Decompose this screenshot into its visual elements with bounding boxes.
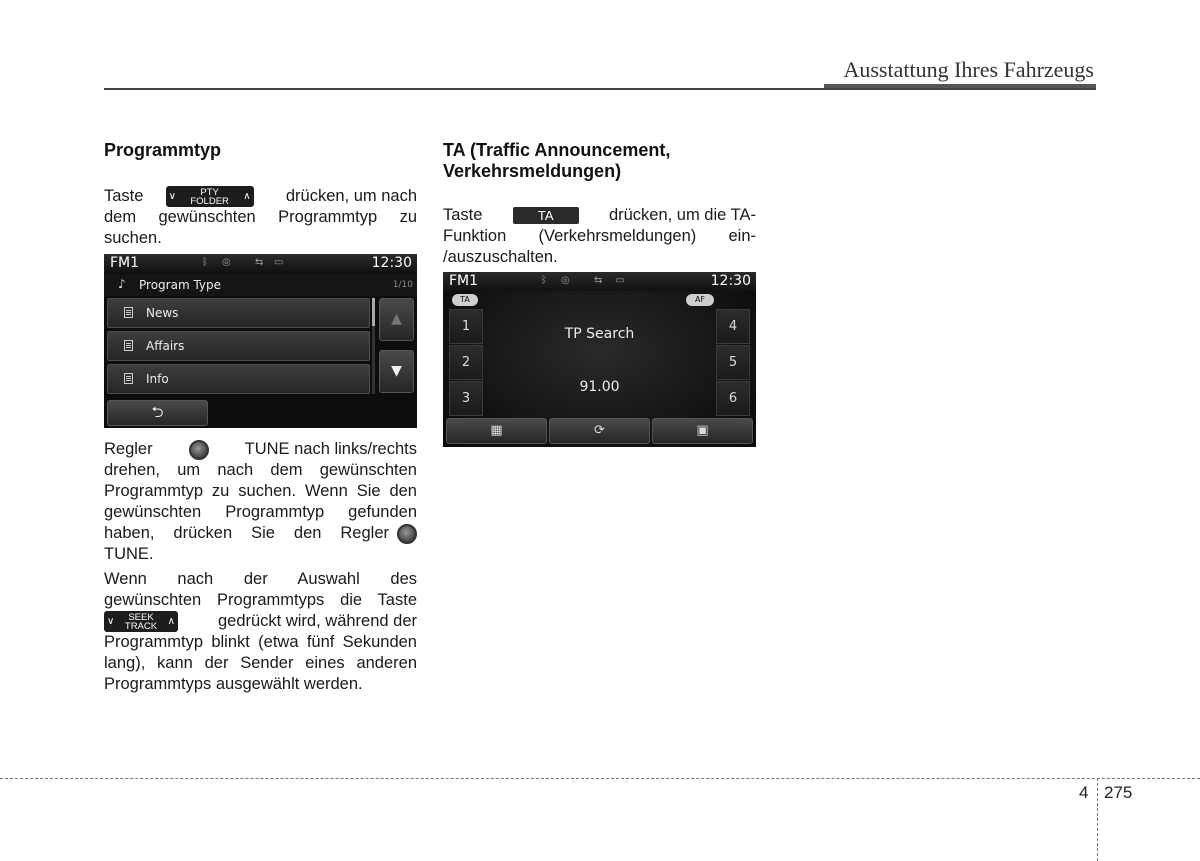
music-note-icon: ♪ [118, 277, 126, 291]
status-bar [443, 272, 756, 291]
text: Wenn nach der Auswahl des [104, 570, 417, 588]
list-item[interactable] [107, 364, 370, 394]
preset-button-1[interactable]: 1 [449, 309, 483, 344]
up-arrow-icon: ▲ [391, 311, 402, 327]
radio-scan-icon: ⟳ [594, 423, 605, 438]
document-icon [124, 373, 133, 384]
back-icon: ⮌ [151, 403, 164, 421]
frequency-display: 91.00 [579, 379, 620, 395]
radio-list-icon: ▦ [490, 423, 503, 438]
paragraph-seek [104, 569, 417, 695]
tune-knob-icon [189, 440, 209, 460]
preset-button-2[interactable]: 2 [449, 345, 483, 380]
aux-icon: ▭ [274, 257, 284, 268]
page-number: 275 [1104, 783, 1133, 802]
radio-list-button[interactable] [446, 418, 547, 444]
document-icon [124, 307, 133, 318]
ta-indicator: TA [452, 294, 478, 306]
page-header-title: Ausstattung Ihres Fahrzeugs [843, 57, 1094, 82]
text: drücken, um nach [285, 187, 417, 205]
text: lang), kann der Sender eines anderen [104, 654, 417, 672]
scroll-up-button[interactable] [379, 298, 414, 341]
preset-button-3[interactable]: 3 [449, 381, 483, 416]
text: suchen. [104, 229, 162, 247]
ta-key: TA [513, 207, 579, 224]
header-rule [104, 88, 1096, 90]
text: gewünschten Programmtyps die Taste [104, 591, 417, 609]
disc-icon: ◎ [561, 275, 570, 286]
text: dem gewünschten Programmtyp zu [104, 208, 417, 226]
text: /auszuschalten. [443, 248, 558, 266]
list-item[interactable] [107, 331, 370, 361]
footer-divider [1097, 778, 1098, 861]
document-icon [124, 340, 133, 351]
scrollbar-thumb[interactable] [372, 298, 375, 326]
text: Programmtyps ausgewählt werden. [104, 675, 363, 693]
list-item-label: News [146, 306, 179, 320]
key-label-bottom: TRACK [124, 620, 158, 632]
chevron-down-icon: ∨ [168, 190, 176, 202]
text: Regler [104, 440, 153, 458]
key-label-bottom: FOLDER [190, 195, 229, 207]
page-indicator: 1/10 [392, 280, 413, 290]
text: drehen, um nach dem gewünschten [104, 461, 417, 479]
key-label-top: SEEK [128, 611, 154, 623]
text: drücken, um die TA- [608, 206, 756, 224]
footer-rule [0, 778, 1200, 779]
key-label [122, 613, 160, 631]
text: Taste [104, 187, 144, 205]
clock: 12:30 [371, 255, 412, 271]
list-item-label: Affairs [146, 339, 185, 353]
preset-button-4[interactable]: 4 [716, 309, 750, 344]
list-title-bar [104, 274, 417, 296]
key-label-top: PTY [200, 186, 219, 198]
seek-track-key [104, 611, 178, 632]
text: gewünschten Programmtyp gefunden [104, 503, 417, 521]
text: Programmtyp blinkt (etwa fünf Sekunden [104, 633, 417, 651]
status-bar [104, 254, 417, 273]
af-indicator: AF [686, 294, 714, 306]
radio-scan-button[interactable] [549, 418, 650, 444]
radio-screen-tp-search [443, 272, 756, 447]
text: Taste [443, 206, 483, 224]
usb-icon: ⇆ [255, 257, 264, 268]
text: Programmtyp zu suchen. Wenn Sie den [104, 482, 417, 500]
section-heading-programmtyp: Programmtyp [104, 140, 222, 160]
chevron-down-icon: ∨ [107, 615, 115, 627]
heading-line: Verkehrsmeldungen) [443, 161, 622, 181]
preset-button-5[interactable]: 5 [716, 345, 750, 380]
back-button[interactable] [107, 400, 208, 426]
preset-button-6[interactable]: 6 [716, 381, 750, 416]
pty-folder-key [166, 186, 254, 207]
list-item[interactable] [107, 298, 370, 328]
band-label: FM1 [449, 273, 479, 289]
text: Funktion (Verkehrsmeldungen) ein- [443, 227, 756, 245]
tp-search-status: TP Search [564, 326, 635, 342]
scroll-down-button[interactable] [379, 350, 414, 393]
chapter-number: 4 [1079, 783, 1089, 802]
down-arrow-icon: ▼ [391, 363, 402, 379]
text: TUNE nach links/rechts [244, 440, 417, 458]
disc-icon: ◎ [222, 257, 231, 268]
scrollbar[interactable] [372, 298, 375, 394]
band-label: FM1 [110, 255, 140, 271]
list-item-label: Info [146, 372, 169, 386]
list-title: Program Type [139, 278, 222, 292]
paragraph-tune [104, 439, 417, 565]
radio-screen-program-type [104, 254, 417, 428]
text: gedrückt wird, während der [217, 612, 417, 630]
heading-line: TA (Traffic Announcement, [443, 140, 671, 160]
bluetooth-icon: ᛒ [202, 257, 208, 268]
key-label [187, 188, 232, 206]
menu-button[interactable] [652, 418, 753, 444]
section-heading-ta [443, 140, 670, 182]
paragraph-pty [104, 186, 417, 249]
paragraph-ta [443, 205, 756, 268]
aux-icon: ▭ [615, 275, 625, 286]
bluetooth-icon: ᛒ [541, 275, 547, 286]
tune-knob-icon [397, 524, 417, 544]
text: haben, drücken Sie den Regler [104, 524, 389, 542]
menu-grid-icon: ▣ [696, 423, 709, 438]
chevron-up-icon: ∧ [167, 615, 175, 627]
text: TUNE. [104, 545, 154, 563]
usb-icon: ⇆ [594, 275, 603, 286]
chevron-up-icon: ∧ [243, 190, 251, 202]
clock: 12:30 [710, 273, 751, 289]
